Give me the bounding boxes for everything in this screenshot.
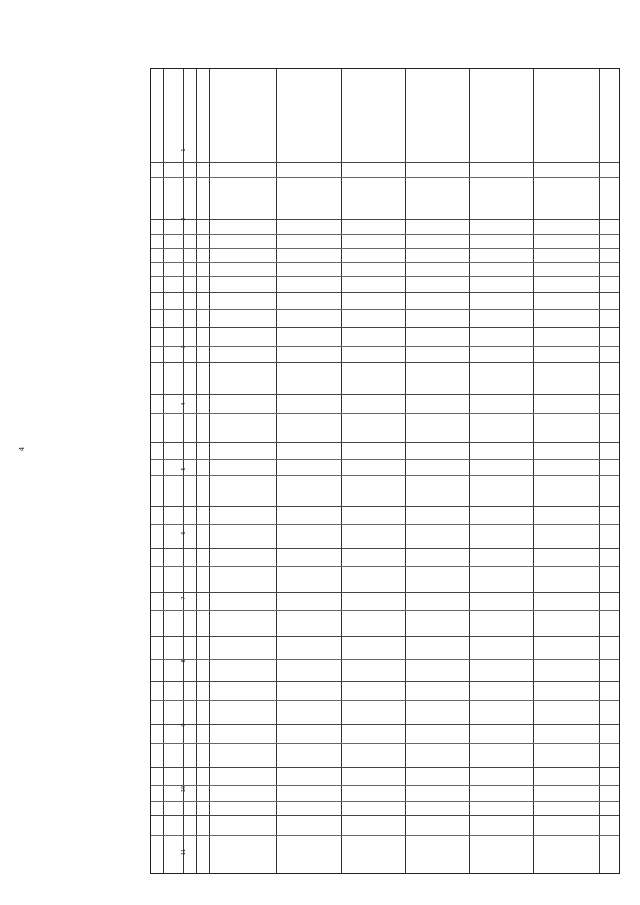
- column-number: 7: [181, 596, 187, 600]
- column-number: 5: [181, 467, 187, 471]
- page-number: 4: [18, 446, 27, 452]
- column-number: 8: [181, 659, 187, 663]
- column-number: 4: [181, 402, 187, 406]
- column-number: 11: [181, 848, 187, 856]
- column-number: 9: [181, 723, 187, 727]
- budget-table: [150, 68, 620, 874]
- column-number: 1: [181, 148, 187, 152]
- column-number: 2: [181, 217, 187, 221]
- column-number: 3: [181, 345, 187, 349]
- column-number: 6: [181, 531, 187, 535]
- column-number: 10: [181, 785, 187, 793]
